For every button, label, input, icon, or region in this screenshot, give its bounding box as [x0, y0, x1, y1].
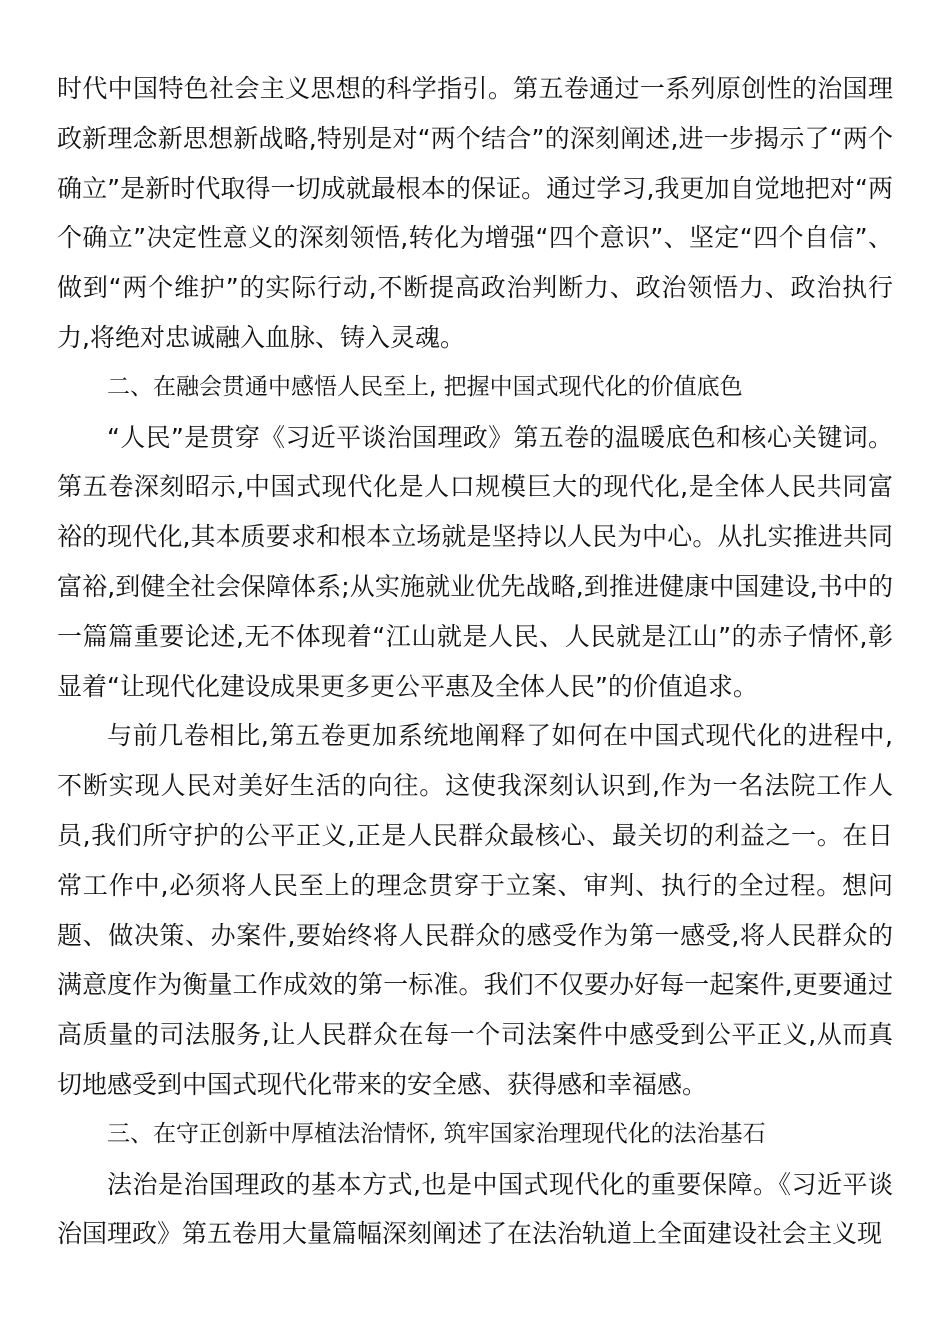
paragraph-4: 法治是治国理政的基本方式,也是中国式现代化的重要保障。《习近平谈治国理政》第五卷用大量篇幅深刻阐述了在法治轨道上全面建设社会主义现	[57, 1169, 893, 1249]
document-page	[57, 64, 893, 1259]
paragraph-3: 与前几卷相比,第五卷更加系统地阐释了如何在中国式现代化的进程中,不断实现人民对美好生活的向往。这使我深刻认识到,作为一名法院工作人员,我们所守护的公平正义,正是人民群众最核心、最关切的利益之一。在日常工作中,必须将人民至上的理念贯穿于立案、审判、执行的全过程。想问题、做决策、办案件,要始终将人民群众的感受作为第一感受,将人民群众的满意度作为衡量工作成效的第一标准。我们不仅要办好每一起案件,更要通过高质量的司法服务,让人民群众在每一个司法案件中感受到公平正义,从而真切地感受到中国式现代化带来的安全感、获得感和幸福感。	[57, 721, 893, 1099]
section-heading-3: 三、在守正创新中厚植法治情怀, 筑牢国家治理现代化的法治基石	[107, 1120, 766, 1147]
paragraph-2: “人民”是贯穿《习近平谈治国理政》第五卷的温暖底色和核心关键词。第五卷深刻昭示,中国式现代化是人口规模巨大的现代化,是全体人民共同富裕的现代化,其本质要求和根本立场就是坚持以人民为中心。从扎实推进共同富裕,到健全社会保障体系;从实施就业优先战略,到推进健康中国建设,书中的一篇篇重要论述,无不体现着“江山就是人民、人民就是江山”的赤子情怀,彰显着“让现代化建设成果更多更公平惠及全体人民”的价值追求。	[57, 422, 893, 701]
section-heading-2: 二、在融会贯通中感悟人民至上, 把握中国式现代化的价值底色	[107, 373, 743, 400]
paragraph-1: 时代中国特色社会主义思想的科学指引。第五卷通过一系列原创性的治国理政新理念新思想新战略,特别是对“两个结合”的深刻阐述,进一步揭示了“两个确立”是新时代取得一切成就最根本的保证。通过学习,我更加自觉地把对“两个确立”决定性意义的深刻领悟,转化为增强“四个意识”、坚定“四个自信”、做到“两个维护”的实际行动,不断提高政治判断力、政治领悟力、政治执行力,将绝对忠诚融入血脉、铸入灵魂。	[57, 74, 893, 352]
